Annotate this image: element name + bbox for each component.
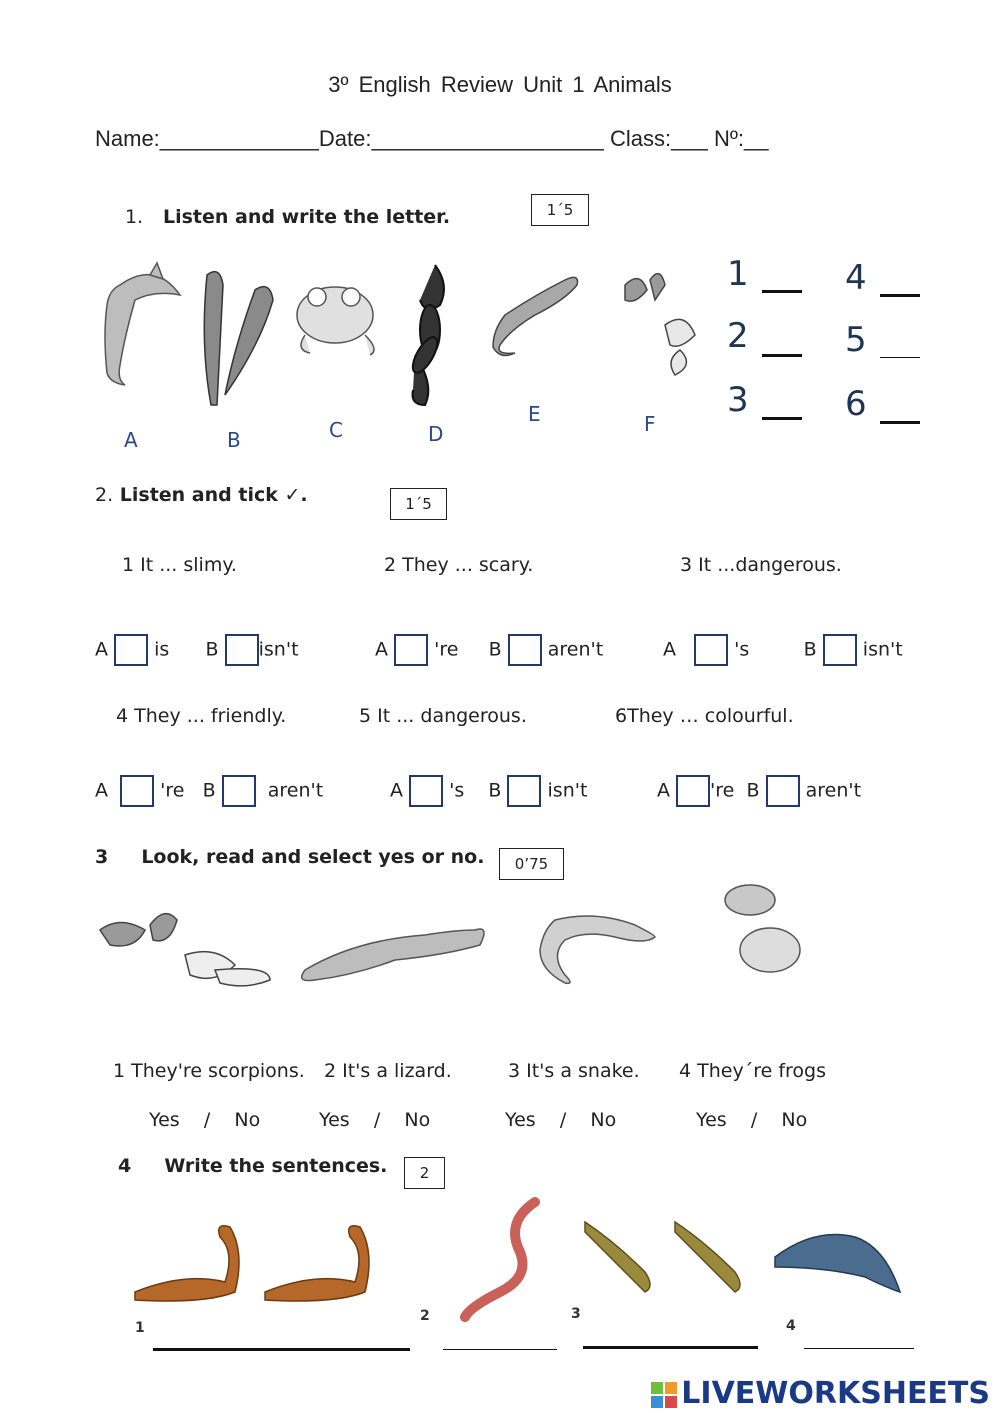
- butterflies-drawing: [100, 914, 270, 986]
- ex3-heading-text: Look, read and select yes or no.: [141, 846, 485, 868]
- parrots-drawing: [204, 272, 273, 405]
- ex1-letter-f: F: [644, 412, 656, 436]
- ex2-options-2: [375, 634, 603, 666]
- option-label: A: [95, 638, 108, 661]
- answer-number-6: 6: [845, 384, 867, 424]
- option-text: is: [154, 638, 170, 661]
- answer-number-1: 1: [727, 254, 749, 294]
- ex4-heading-text: Write the sentences.: [164, 1155, 388, 1177]
- ex4-label-4: 4: [786, 1318, 796, 1334]
- option-text: isn't: [862, 638, 903, 661]
- ex1-letter-e: E: [528, 402, 541, 426]
- ex2-options-6: [657, 775, 861, 807]
- scorpions-photo: [135, 1226, 369, 1301]
- ex4-answer-line-3[interactable]: [583, 1346, 758, 1349]
- ex3-yes-no-1[interactable]: Yes / No: [149, 1109, 261, 1131]
- ex4-heading: [118, 1155, 387, 1177]
- option-text: isn't: [547, 779, 588, 802]
- tick-checkbox[interactable]: [508, 634, 542, 666]
- lizard-drawing: [493, 277, 578, 355]
- ex2-item-4: 4 They ... friendly.: [116, 705, 287, 727]
- ex1-score-box: 1´5: [531, 194, 589, 226]
- dolphin-photo: [775, 1235, 900, 1293]
- ex2-item-1: 1 It ... slimy.: [122, 554, 237, 576]
- student-info-row[interactable]: Name:_____________Date:___________________ Class:___ Nº:__: [95, 126, 769, 151]
- tick-checkbox[interactable]: [114, 634, 148, 666]
- ex2-options-3: [663, 634, 903, 666]
- answer-number-3: 3: [727, 380, 749, 420]
- ex4-score-box: 2: [404, 1157, 445, 1189]
- ex2-options-5: [390, 775, 587, 807]
- tick-checkbox[interactable]: [409, 775, 443, 807]
- answer-blank-2[interactable]: [762, 354, 802, 357]
- option-text: 're: [160, 779, 185, 802]
- option-label: B: [746, 779, 760, 802]
- option-text: aren't: [267, 779, 324, 802]
- ex4-number: 4: [118, 1155, 132, 1177]
- ex2-item-5: 5 It ... dangerous.: [359, 705, 527, 727]
- scorpions-drawing: [408, 265, 444, 405]
- ex1-letter-c: C: [329, 418, 343, 442]
- ex2-item-6: 6They … colourful.: [615, 705, 794, 727]
- ex1-letter-d: D: [428, 422, 444, 446]
- lizard-drawing: [302, 929, 484, 981]
- answer-blank-5[interactable]: [880, 357, 920, 358]
- liveworksheets-brand: [651, 1376, 990, 1411]
- option-label: B: [205, 638, 219, 661]
- lizards-photo: [585, 1222, 740, 1292]
- ex2-options-4: [95, 775, 323, 807]
- option-label: A: [95, 779, 108, 802]
- dolphin-drawing: [105, 263, 180, 385]
- ex1-heading: [125, 206, 450, 228]
- answer-number-4: 4: [845, 258, 867, 298]
- liveworksheets-logo-icon: [651, 1382, 677, 1408]
- ex2-score-box: 1´5: [390, 488, 447, 520]
- option-text: 's: [734, 638, 750, 661]
- tick-checkbox[interactable]: [766, 775, 800, 807]
- tick-checkbox[interactable]: [694, 634, 728, 666]
- ex3-sentence-2: 2 It's a lizard.: [324, 1060, 452, 1082]
- ex3-score-box: 0’75: [499, 848, 564, 880]
- frog-drawing: [297, 287, 374, 355]
- answer-blank-6[interactable]: [880, 421, 920, 424]
- ex2-item-2: 2 They ... scary.: [384, 554, 534, 576]
- ex3-yes-no-4[interactable]: Yes / No: [696, 1109, 808, 1131]
- ex3-sentence-1: 1 They're scorpions.: [113, 1060, 305, 1082]
- tick-checkbox[interactable]: [225, 634, 259, 666]
- tick-checkbox[interactable]: [120, 775, 154, 807]
- option-label: A: [657, 779, 670, 802]
- ex4-answer-line-2[interactable]: [443, 1349, 557, 1350]
- option-text: 's: [449, 779, 465, 802]
- ex4-label-2: 2: [420, 1308, 430, 1324]
- ex3-animal-pictures: [95, 875, 825, 1025]
- option-text: aren't: [805, 779, 862, 802]
- ex2-options-1: [95, 634, 299, 666]
- option-label: A: [390, 779, 403, 802]
- ex4-answer-line-1[interactable]: [153, 1348, 410, 1351]
- tick-checkbox[interactable]: [222, 775, 256, 807]
- answer-blank-3[interactable]: [762, 417, 802, 420]
- ex3-sentence-3: 3 It's a snake.: [508, 1060, 640, 1082]
- tick-checkbox[interactable]: [507, 775, 541, 807]
- ex1-heading-text: Listen and write the letter.: [163, 206, 451, 228]
- option-label: A: [375, 638, 388, 661]
- ex4-animal-photos: [125, 1192, 915, 1332]
- ex1-letter-a: A: [124, 428, 138, 452]
- ex4-label-1: 1: [135, 1320, 145, 1336]
- tick-checkbox[interactable]: [823, 634, 857, 666]
- worm-photo: [465, 1202, 535, 1317]
- ex4-answer-line-4[interactable]: [804, 1348, 914, 1349]
- worm-drawing: [540, 916, 655, 983]
- ex3-heading: [95, 846, 484, 868]
- answer-blank-4[interactable]: [880, 294, 920, 297]
- tick-checkbox[interactable]: [676, 775, 710, 807]
- brand-text: LIVEWORKSHEETS: [681, 1376, 990, 1411]
- ex1-animal-pictures: [95, 255, 725, 455]
- ex3-yes-no-2[interactable]: Yes / No: [319, 1109, 431, 1131]
- ex2-heading-text: Listen and tick ✓.: [119, 484, 308, 506]
- ex3-yes-no-3[interactable]: Yes / No: [505, 1109, 617, 1131]
- frogs-drawing: [725, 885, 800, 972]
- option-label: B: [488, 779, 502, 802]
- ex3-sentence-4: 4 They´re frogs: [679, 1060, 826, 1082]
- ex2-item-3: 3 It ...dangerous.: [680, 554, 842, 576]
- ex1-letter-b: B: [227, 428, 241, 452]
- option-label: A: [663, 638, 676, 661]
- option-text: 're: [434, 638, 459, 661]
- worksheet-title: 3º English Review Unit 1 Animals: [328, 72, 672, 97]
- option-label: B: [803, 638, 817, 661]
- tick-checkbox[interactable]: [394, 634, 428, 666]
- option-text: 're: [710, 779, 735, 802]
- option-text: aren't: [547, 638, 604, 661]
- option-label: B: [202, 779, 216, 802]
- option-label: B: [488, 638, 502, 661]
- ex1-number: 1.: [125, 206, 144, 228]
- answer-number-5: 5: [845, 320, 867, 360]
- ex2-heading: [95, 484, 308, 506]
- ex4-label-3: 3: [571, 1306, 581, 1322]
- butterflies-drawing: [625, 274, 695, 375]
- answer-blank-1[interactable]: [762, 290, 802, 293]
- option-text: isn't: [258, 638, 299, 661]
- ex2-number: 2.: [95, 484, 114, 506]
- ex3-number: 3: [95, 846, 109, 868]
- answer-number-2: 2: [727, 316, 749, 356]
